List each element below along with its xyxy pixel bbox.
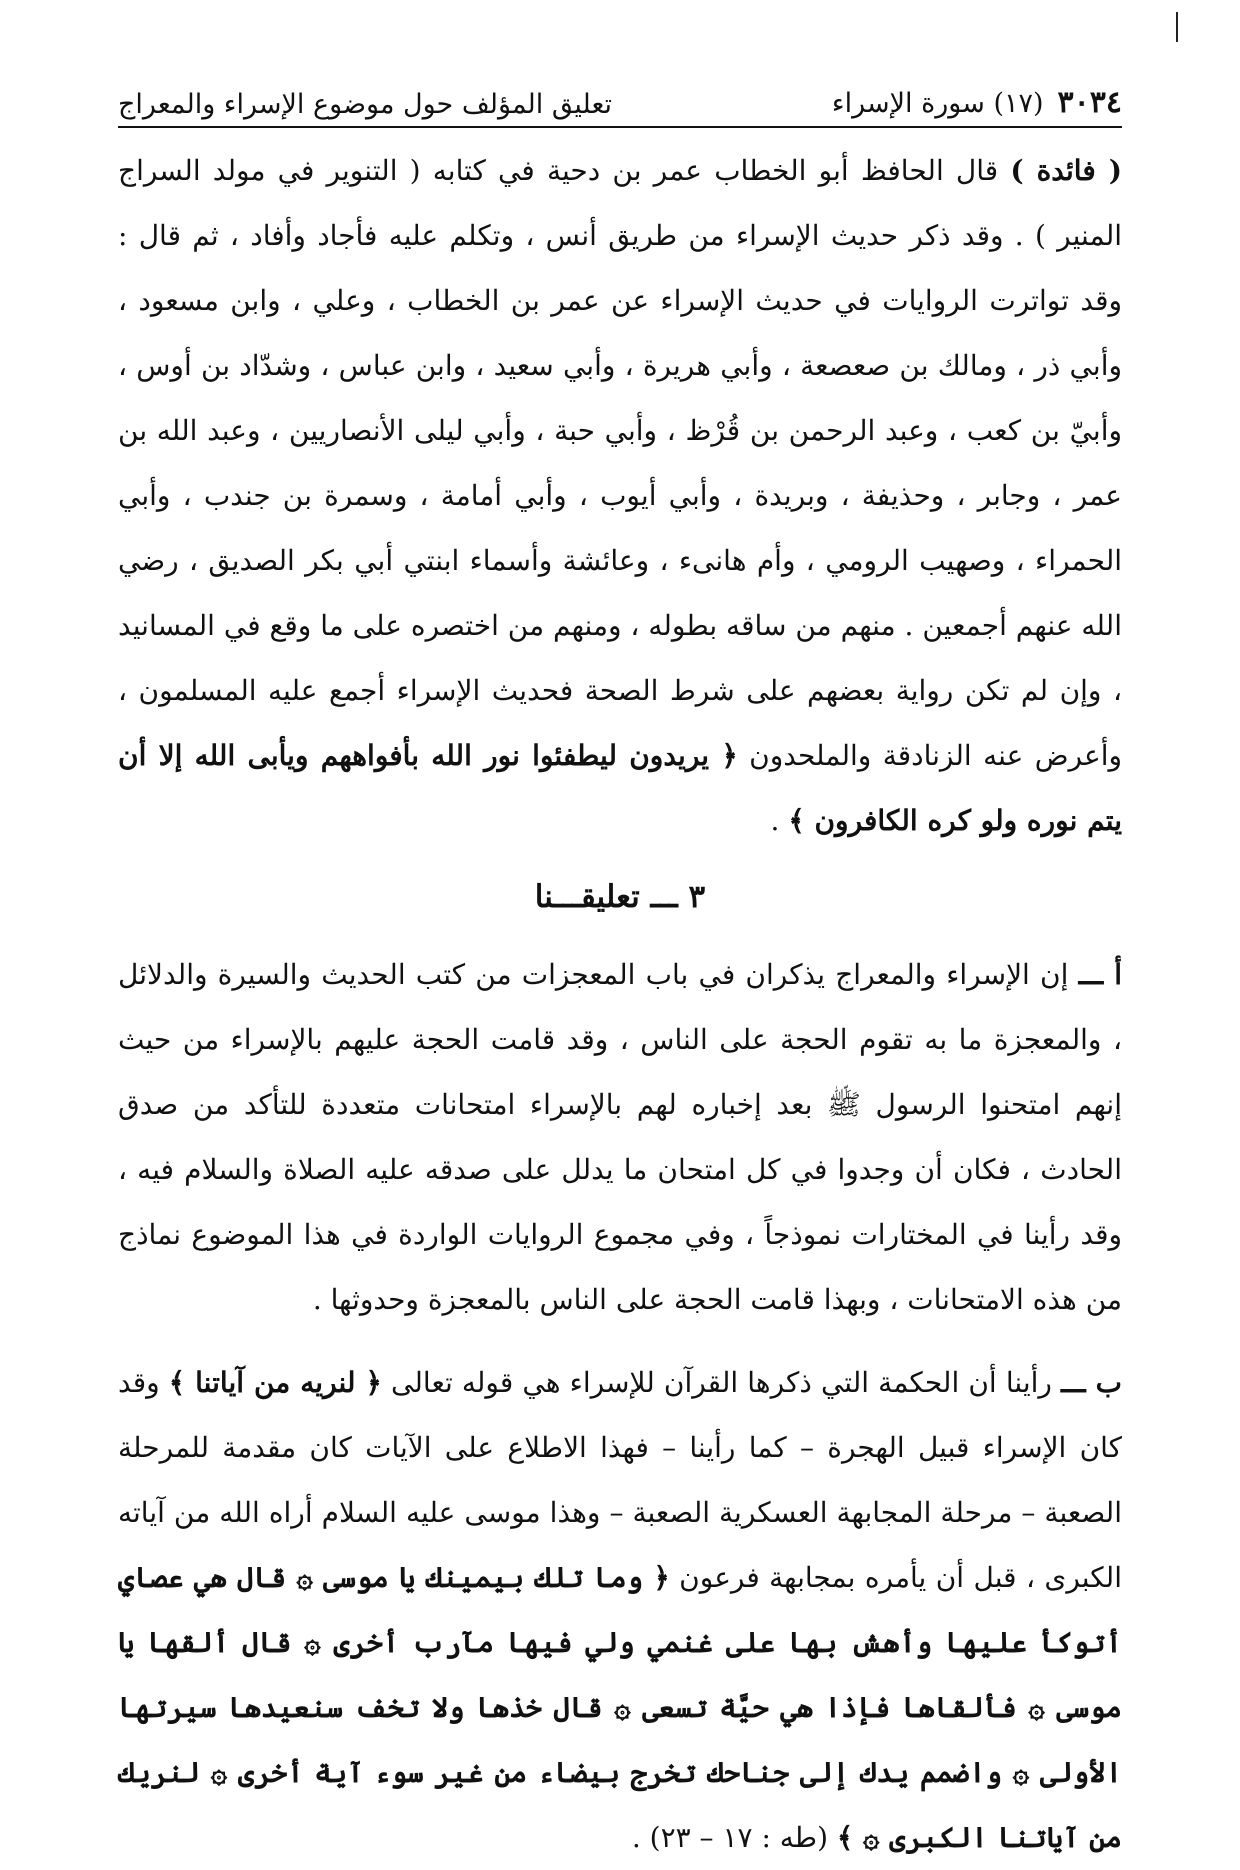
page-number: ٣٠٣٤ [1057, 85, 1122, 120]
header-right [832, 85, 1122, 120]
page-header [118, 60, 1122, 128]
faida-quran-verse: ﴿ يريدون ليطفئوا نور الله بأفواههم ويأبى الله إلا أن يتم نوره ولو كره الكافرون ﴾ [118, 739, 1122, 837]
crop-mark [1176, 12, 1178, 42]
faida-text: قال الحافظ أبو الخطاب عمر بن دحية في كتابه ( التنوير في مولد السراج المنير ) . وقد ذكر حديث الإسراء من طريق أنس ، وتكلم عليه فأجاد وأفاد ، ثم قال : وقد تواترت الروايات في حديث الإسراء عن عمر بن الخطاب ، وعلي ، وابن مسعود ، وأبي ذر ، ومالك بن صعصعة ، وأبي هريرة ، وأبي سعيد ، وابن عباس ، وشدّاد بن أوس ، وأبيّ بن كعب ، وعبد الرحمن بن قُرْظ ، وأبي حبة ، وأبي ليلى الأنصاريين ، وعبد الله بن عمر ، وجابر ، وحذيفة ، وبريدة ، وأبي أيوب ، وأبي أمامة ، وسمرة بن جندب ، وأبي الحمراء ، وصهيب الرومي ، وأم هانىء ، وعائشة وأسماء ابنتي أبي بكر الصديق ، رضي الله عنهم أجمعين . منهم من ساقه بطوله ، ومنهم من اختصره على ما وقع في المسانيد ، وإن لم تكن رواية بعضهم على شرط الصحة فحديث الإسراء أجمع عليه المسلمون ، وأعرض عنه الزنادقة والملحدون [118, 154, 1123, 772]
paragraph-b [118, 1350, 1122, 1870]
running-title: تعليق المؤلف حول موضوع الإسراء والمعراج [118, 89, 613, 120]
surah-title: (١٧) سورة الإسراء [831, 88, 1044, 119]
paragraph-b-quran-2: ﴿ وما تلك بيمينك يا موسى ۞ قال هي عصاي أتوكأ عليها وأهش بها على غنمي ولي فيها مآرب أخرى ۞ قال ألقها يا موسى ۞ فألقاها فإذا هي حيَّة تسعى ۞ قال خذها ولا تخف سنعيدها سيرتها الأولى ۞ واضمم يدك إلى جناحك تخرج بيضاء من غير سوء آية أخرى ۞ لنريك من آياتنا الكبرى ۞ ﴾ [118, 1561, 1122, 1854]
faida-end: . [770, 804, 789, 837]
page-body [118, 138, 1122, 1870]
paragraph-b-reference: (طه : ١٧ – ٢٣) . [631, 1821, 837, 1854]
faida-paragraph [118, 138, 1122, 853]
paragraph-b-quran-1: ﴿ لنريه من آياتنا ﴾ [168, 1366, 382, 1399]
paragraph-b-label: ب ـــ [1061, 1366, 1122, 1399]
paragraph-a [118, 942, 1122, 1332]
paragraph-gap [118, 1332, 1122, 1350]
paragraph-b-text-2: وقد كان الإسراء قبيل الهجرة – كما رأينا – فهذا الاطلاع على الآيات كان مقدمة للمرحلة الصعبة – مرحلة المجابهة العسكرية الصعبة – وهذا موسى عليه السلام أراه الله من آياته الكبرى ، قبل أن يأمره بمجابهة فرعون [118, 1366, 1122, 1594]
paragraph-a-text: إن الإسراء والمعراج يذكران في باب المعجزات من كتب الحديث والسيرة والدلائل ، والمعجزة ما به تقوم الحجة على الناس ، وقد قامت الحجة عليهم بالإسراء من حيث إنهم امتحنوا الرسول ﷺ بعد إخباره لهم بالإسراء امتحانات متعددة للتأكد من صدق الحادث ، فكان أن وجدوا في كل امتحان ما يدلل على صدقه عليه الصلاة والسلام فيه ، وقد رأينا في المختارات نموذجاً ، وفي مجموع الروايات الواردة في هذا الموضوع نماذج من هذه الامتحانات ، وبهذا قامت الحجة على الناس بالمعجزة وحدوثها . [118, 958, 1122, 1316]
paragraph-b-text-1: رأينا أن الحكمة التي ذكرها القرآن للإسراء هي قوله تعالى [381, 1366, 1062, 1399]
section-heading: ٣ ـــ تعليقـــنا [534, 879, 706, 915]
paragraph-a-label: أ ـــ [1078, 958, 1122, 991]
faida-label: ( فائدة ) [1010, 154, 1122, 187]
